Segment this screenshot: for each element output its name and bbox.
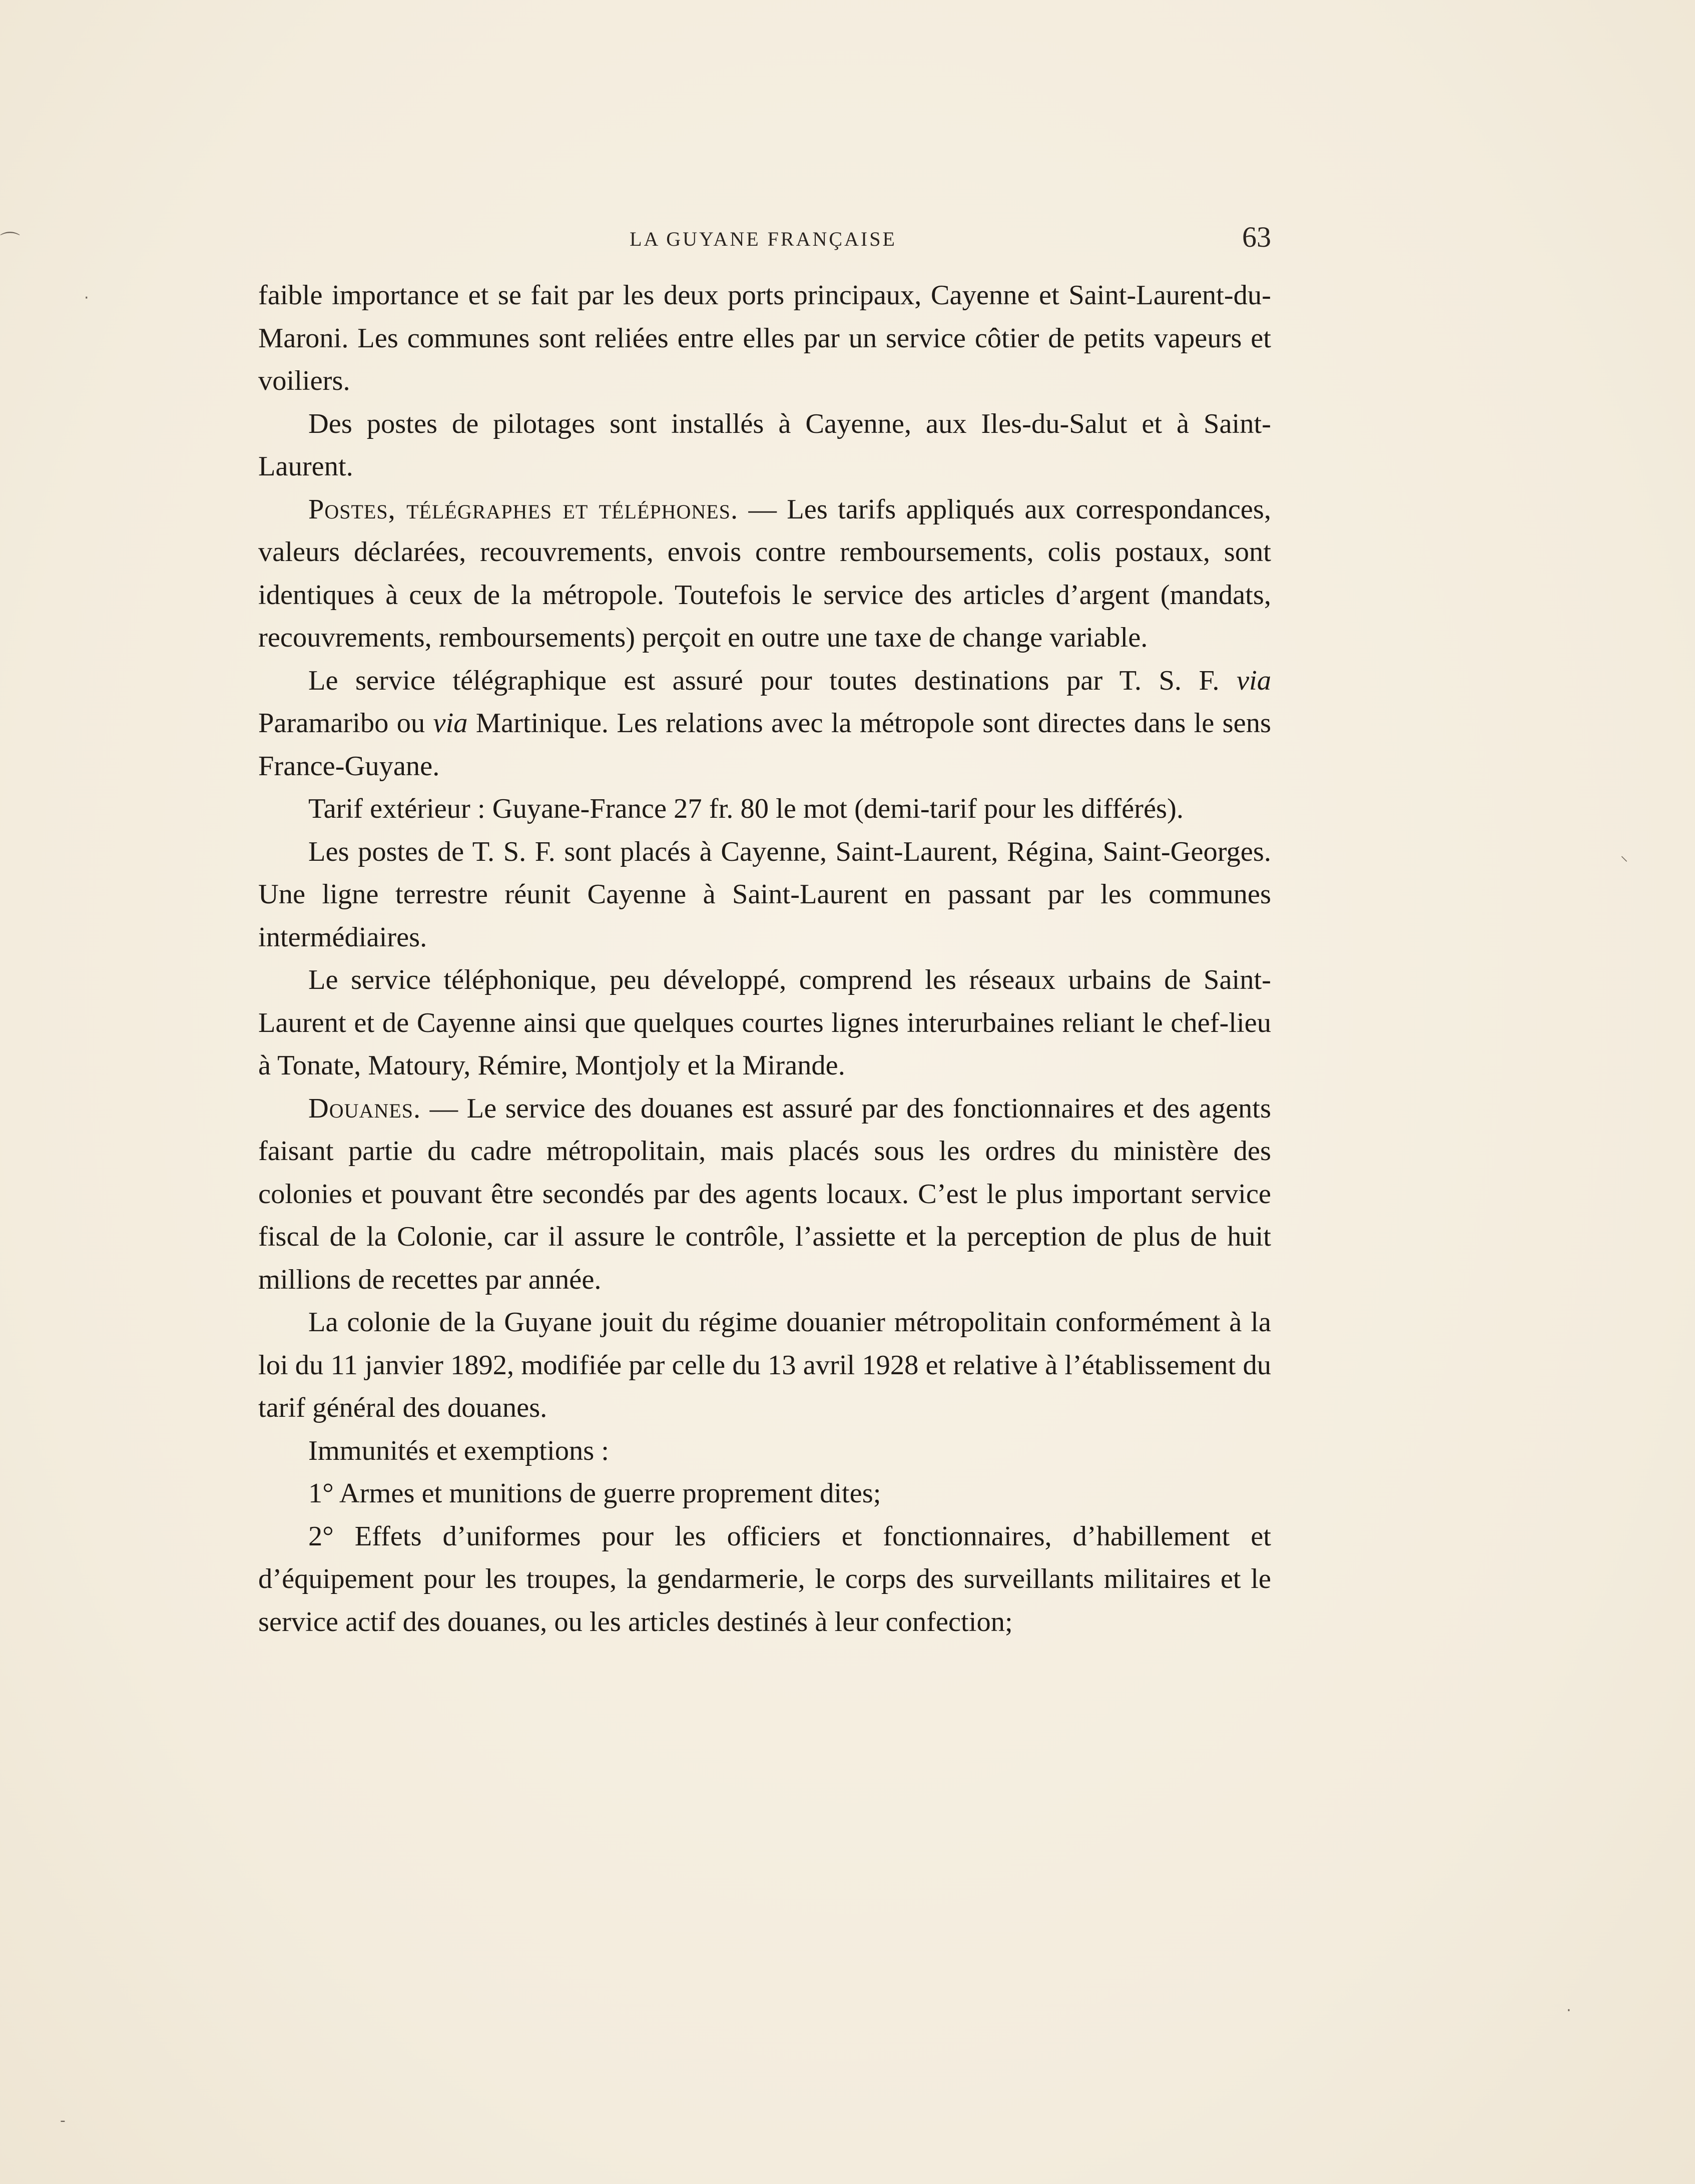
page-header bbox=[255, 220, 1271, 260]
section-heading-douanes: Douanes. bbox=[308, 1093, 421, 1124]
list-item: 2° Effets d’uniformes pour les officiers et fonctionnaires, d’habillement et d’équipement pour les troupes, la gendarmerie, le corps des surveillants militaires et le service actif des douanes, ou les articles destinés à leur confection; bbox=[258, 1520, 1271, 1637]
paragraph: Tarif extérieur : Guyane-France 27 fr. 80 le mot (demi-tarif pour les différés). bbox=[308, 793, 1184, 824]
paragraph: Immunités et exemptions : bbox=[308, 1435, 610, 1466]
paragraph: Le service télégraphique est assuré pour toutes destinations par T. S. F. via Paramaribo ou via Martinique. Les relations avec la métropole sont directes dans le sens France-Guyane. bbox=[258, 665, 1271, 782]
scan-mark: ⸌ bbox=[1620, 853, 1628, 871]
paragraph: faible importance et se fait par les deux ports principaux, Cayenne et Saint-Laurent-du-Maroni. Les communes sont reliées entre elles par un service côtier de petits vapeurs et voiliers. bbox=[258, 280, 1271, 396]
section-heading-postes: Postes, télégraphes et téléphones. bbox=[308, 493, 739, 525]
paragraph-douanes: Douanes. — Le service des douanes est assuré par des fonctionnaires et des agents faisant partie du cadre métropolitain, mais placés sous les ordres du ministère des colonies et pouvant être secondés par des agents locaux. C’est le plus important service fiscal de la Colonie, car il assure le contrôle, l’assiette et la perception de plus de huit millions de recettes par année. bbox=[258, 1093, 1271, 1295]
paragraph: Des postes de pilotages sont installés à Cayenne, aux Iles-du-Salut et à Saint-Laurent. bbox=[258, 408, 1271, 482]
page-number: 63 bbox=[1242, 221, 1271, 253]
scan-dot: · bbox=[1566, 2002, 1571, 2019]
list-item: 1° Armes et munitions de guerre proprement dites; bbox=[308, 1478, 881, 1509]
paragraph: Le service téléphonique, peu développé, comprend les réseaux urbains de Saint-Laurent et de Cayenne ainsi que quelques courtes lignes interurbaines reliant le chef-lieu à Tonate, Matoury, Rémire, Montjoly et la Mirande. bbox=[258, 964, 1271, 1081]
running-title: LA GUYANE FRANÇAISE bbox=[630, 228, 897, 250]
scan-mark: ⌒ bbox=[0, 231, 20, 254]
paragraph: La colonie de la Guyane jouit du régime douanier métropolitain conformément à la loi du 11 janvier 1892, modifiée par celle du 13 avril 1928 et relative à l’établissement du tarif général des douanes. bbox=[258, 1307, 1271, 1423]
paragraph: Les postes de T. S. F. sont placés à Cayenne, Saint-Laurent, Régina, Saint-Georges. Une ligne terrestre réunit Cayenne à Saint-Laurent en passant par les communes intermédiaires. bbox=[258, 836, 1271, 953]
body-text bbox=[258, 274, 1271, 1644]
paragraph-postes: Postes, télégraphes et téléphones. — Les tarifs appliqués aux correspondances, valeurs déclarées, recouvrements, envois contre remboursements, colis postaux, sont identiques à ceux de la métropole. Toutefois le service des articles d’argent (mandats, recouvrements, remboursements) perçoit en outre une taxe de change variable. bbox=[258, 493, 1271, 653]
scan-dot: ‐ bbox=[60, 2112, 66, 2129]
scan-dot: · bbox=[84, 289, 89, 307]
